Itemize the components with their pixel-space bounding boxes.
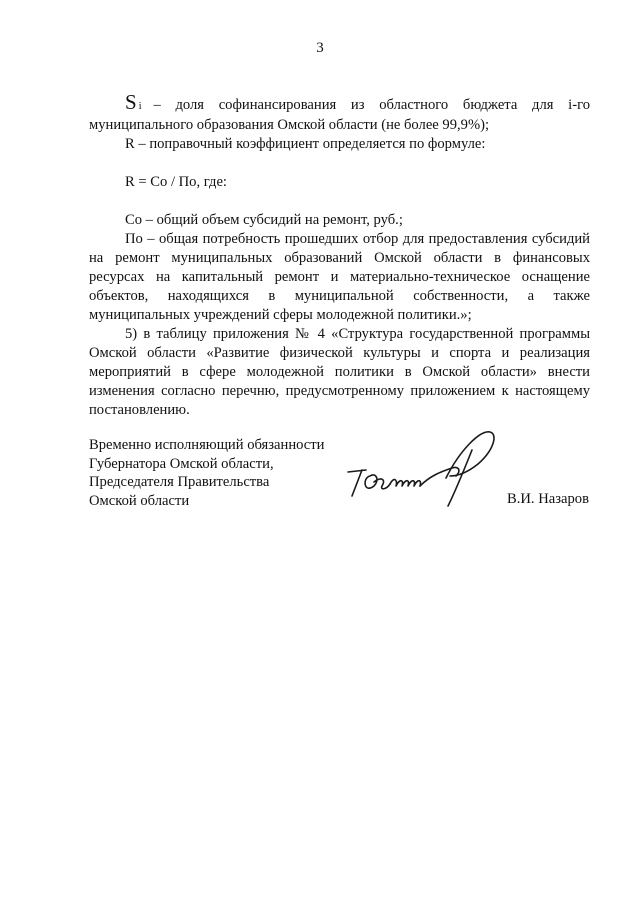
si-definition [89, 90, 590, 116]
handwritten-signature [340, 420, 510, 510]
signatory-line: Председателя Правительства [89, 474, 270, 490]
co-definition: Со – общий объем субсидий на ремонт, руб.; [125, 212, 403, 228]
si-text: – доля софинансирования из областного бюджета для i-го [153, 97, 590, 113]
signatory-title [89, 436, 324, 510]
si-continuation: муниципального образования Омской области (не более 99,9%); [89, 117, 490, 133]
page-number: 3 [316, 40, 324, 56]
signer-name: В.И. Назаров [507, 491, 589, 507]
item-5-paragraph: 5) в таблицу приложения № 4 «Структура государственной программы Омской области «Развитие физической культуры и спорта и реализация мероприятий в сфере молодежной политики в Омской области» внести изменения согласно перечню, предусмотренному приложением к настоящему постановлению. [89, 326, 590, 418]
si-symbol: S [125, 90, 137, 114]
po-definition: По – общая потребность прошедших отбор для предоставления субсидий на ремонт муниципальных образований Омской области в финансовых ресурсах на капитальный ремонт и материально-техническое оснащение объектов, находящихся в муниципальной собственности, а также муниципальных учреждений сферы молодежной политики.»; [89, 231, 590, 323]
formula: R = Со / По, где: [125, 174, 227, 190]
signatory-line: Губернатора Омской области, [89, 455, 274, 472]
document-body [89, 91, 590, 420]
signatory-line: Временно исполняющий обязанности [89, 437, 325, 453]
si-subscript: i [138, 101, 142, 112]
r-definition: R – поправочный коэффициент определяется по формуле: [125, 136, 486, 152]
signatory-line: Омской области [89, 492, 190, 509]
